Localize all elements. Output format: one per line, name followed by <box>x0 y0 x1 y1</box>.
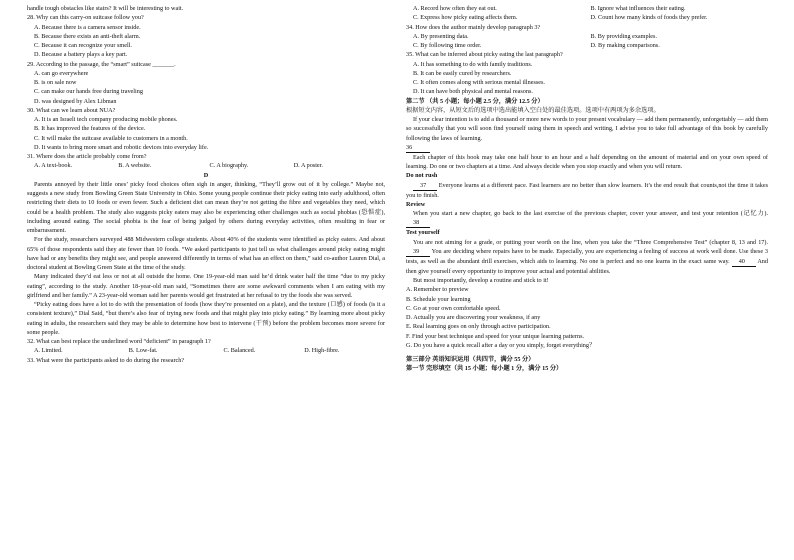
option-a: A. It has something to do with family traditions. <box>413 60 533 68</box>
option-c: C. Go at your own comfortable speed. <box>406 304 501 312</box>
options-row <box>27 346 385 355</box>
option-b: B. Because there exists an anti-theft alarm. <box>34 32 141 40</box>
paragraph-text: And then give yourself every opportunity to improve your actual and potential abilities. <box>406 257 768 275</box>
part-subtitle: 第一节 完形填空（共 15 小题；每小题 1 分，满分 15 分） <box>406 365 563 373</box>
option-d: D. A poster. <box>293 162 323 170</box>
option-d: D. Because a battery plays a key part. <box>34 51 128 59</box>
subheading: Do not rush <box>406 172 438 180</box>
option-a: A. Limited. <box>34 347 63 355</box>
option-f: F. Find your best technique and speed for your unique learning patterns. <box>406 332 585 340</box>
question-29 <box>27 60 385 106</box>
blank-line <box>406 143 768 153</box>
paragraph: But most importantly, develop a routine and stick to it! <box>413 277 549 284</box>
blank-37[interactable]: 37 <box>413 182 437 191</box>
option-a: A. Because there is a camera sensor inside. <box>34 23 141 31</box>
option-g: G. Do you have a quick recall after a day or you simply, forget everything？ <box>406 341 596 349</box>
option-d: D. High-fibre. <box>304 347 340 355</box>
blank-36[interactable]: 36 <box>406 144 430 153</box>
paragraph <box>406 238 768 277</box>
option-b: B. Low-fat. <box>128 347 158 355</box>
paragraph: “Picky eating does have a lot to do with the presentation of foods (how they’re presented on a plate), and the texture (口感) of foods (is it a consistent texture),” Dial Said, “but there’s also fear of trying new foods and that might play into picky eating.” By learning more about picky eating in adults, the researchers said they may be able to determine how best to intervene (干预) before the problem becomes more severe for some people. <box>27 301 385 336</box>
options-row <box>406 13 768 22</box>
options-row <box>406 4 768 13</box>
question-stem: 31. Where does the article probably come from? <box>27 153 147 160</box>
option-c: C. It often comes along with serious mental illnesses. <box>413 79 545 86</box>
option-c: C. A biography. <box>209 162 249 170</box>
option-c: C. By following time order. <box>413 42 482 49</box>
option-b: B. It has improved the features of the device. <box>34 125 146 133</box>
question-32 <box>27 337 385 356</box>
right-column <box>406 4 768 374</box>
question-28 <box>27 13 385 59</box>
left-column <box>27 4 385 365</box>
option-d: D. was designed by Alex Libman <box>34 97 117 105</box>
section-instructions: 根据短文内容，从短文后的选项中选出能填入空白处的最佳选项。选项中有两项为多余选项。 <box>406 106 660 114</box>
option-d: D. By making comparisons. <box>590 42 660 49</box>
paragraph <box>406 181 768 200</box>
text-line: handle tough obstacles like stairs? It will be interesting to wait. <box>27 5 184 12</box>
option-b: B. By providing examples. <box>590 32 658 40</box>
question-stem: 35. What can be inferred about picky eating the last paragraph? <box>406 51 563 59</box>
paragraph-text: You are not aiming for a grade, or putting your worth on the line, when you take the “Three Comprehensive Test” (chapter 8, 13 and 17). <box>413 238 768 246</box>
question-30 <box>27 106 385 152</box>
question-stem: 32. What can best replace the underlined word “deficient” in paragraph 1? <box>27 338 211 345</box>
subheading: Review <box>406 200 426 208</box>
passage-vocabulary <box>406 115 768 285</box>
blank-39[interactable]: 39 <box>406 248 430 257</box>
question-35 <box>406 50 768 96</box>
option-d: D. Actually you are discovering your weakness, if any <box>406 314 541 321</box>
blank-38[interactable]: 38 <box>406 219 430 228</box>
option-b: B. A website. <box>118 162 152 170</box>
option-a: A. Remember to preview <box>406 286 469 294</box>
paragraph: Each chapter of this book may take one half hour to an hour and a half depending on the amount of material and on your own speed of learning. Do one or two chapters at a time. And always decide when you stop exactly and when you will return. <box>406 153 768 170</box>
answer-options <box>406 285 768 350</box>
options-row <box>406 41 768 50</box>
blank-40[interactable]: 40 <box>732 258 756 267</box>
question-stem: 28. Why can this carry-on suitcase follow you? <box>27 14 144 22</box>
paragraph-text: You are deciding where repairs have to be made. Especially, you are experiencing a feeling of success at work well done. Use these 3 tests, as well as the abundant drill exercises, which aids to learning. No one is perfect and no one learns in the exact same way. <box>406 247 768 265</box>
question-stem: 30. What can we learn about NUA? <box>27 106 116 114</box>
question-31 <box>27 152 385 171</box>
option-a: A. By presenting data. <box>413 32 469 40</box>
option-c: C. It will make the suitcase available to customers in a month. <box>34 134 188 142</box>
question-34 <box>406 23 768 51</box>
option-b: B. Schedule your learning <box>406 295 471 303</box>
section-title: 第二节 （共 5 小题；每小题 2.5 分，满分 12.5 分） <box>406 97 544 105</box>
passage-title: D <box>203 171 209 179</box>
question-33-stem: 33. What were the participants asked to do during the research? <box>27 356 185 364</box>
paragraph-text: When you start a new chapter, go back to the last exercise of the previous chapter, cover your answer, and test your retention (记忆力). <box>413 210 768 217</box>
paragraph: Parents annoyed by their little ones’ picky food choices often sigh in anger, thinking, “They’ll grow out of it by college.” Maybe not, suggests a new study from Bowling Green State University in Ohio. Some young people continue their picky eating into early adulthood, often restricting their diets to 10 foods or even fewer. Such a deficient diet can mean they’re not getting the fibre and vegetables they need, which could be a health problem. The study also suggests picky eaters may also be experiencing other challenges such as social phobias (恐惧症), including around eating. The social phobia is the fear of being judged by others during everyday activities, often resulting in fear or embarrassment. <box>27 180 385 234</box>
paragraph: For the study, researchers surveyed 488 Midwestern college students. About 40% of the students were identified as picky eaters. And about 65% of those respondents said they ate fewer than 10 foods. “We asked participants to just tell us what challenges around picky eating might have had or any benefits they might see, and people answered differently in terms of what has an effect on them,” said co-author Lauren Dial, a doctoral student at Bowling Green State at the time of the study. <box>27 236 385 271</box>
option-b: B. Ignore what influences their eating. <box>590 5 686 12</box>
option-c: C. Because it can recognize your smell. <box>34 42 132 49</box>
option-c: C. Express how picky eating affects them. <box>413 14 518 22</box>
option-c: C. Balanced. <box>223 347 256 355</box>
option-b: B. is on sale now <box>34 79 77 86</box>
paragraph: If your clear intention is to add a thousand or more new words to your present vocabulary — add them permanently, unforgettably — add them so successfully that you will soon find yourself using them in speech and writing, I advise you to take full advantage of this book by carefully following the laws of learning. <box>406 116 768 142</box>
part-title: 第三部分 英语知识运用（共四节，满分 55 分） <box>406 356 535 363</box>
option-d: D. Count how many kinds of foods they prefer. <box>590 14 708 22</box>
question-stem: 29. According to the passage, the “smart” suitcase _______. <box>27 60 176 68</box>
option-a: A. It is an Israeli tech company producing mobile phones. <box>34 116 178 123</box>
option-a: A. can go everywhere <box>34 69 89 77</box>
subheading: Test yourself <box>406 229 440 237</box>
options-row <box>406 32 768 41</box>
paragraph: Many indicated they’d eat less or not at all outside the home. One 19-year-old man said he’d drink water half the time “due to my picky eating”, according to the study. Another 18-year-old man said, “Sometimes there are some awkward comments when I am eating with my girlfriend and her family.” A 23-year-old woman said her parents would get frustrated at her refusal to try the foods she was served. <box>27 273 385 299</box>
option-d: D. It wants to bring more smart and robotic devices into everyday life. <box>34 143 209 151</box>
paragraph-text: Everyone learns at a different pace. Fast learners are no better than slow learners. It’s the end result that counts,not the time it takes you to finish. <box>406 181 768 199</box>
options-row <box>27 161 385 170</box>
option-b: B. It can be easily cured by researchers. <box>413 69 512 77</box>
option-c: C. can make our hands free during traveling <box>34 88 143 96</box>
option-d: D. It can have both physical and mental reasons. <box>413 88 533 96</box>
question-stem: 34. How does the author mainly develop paragraph 3? <box>406 23 541 31</box>
paragraph <box>406 209 768 228</box>
option-a: A. A text-book. <box>34 162 73 170</box>
passage-d <box>27 180 385 337</box>
question-33-options <box>406 4 768 23</box>
option-a: A. Record how often they eat out. <box>413 5 497 12</box>
option-e: E. Real learning goes on only through active participation. <box>406 323 551 331</box>
